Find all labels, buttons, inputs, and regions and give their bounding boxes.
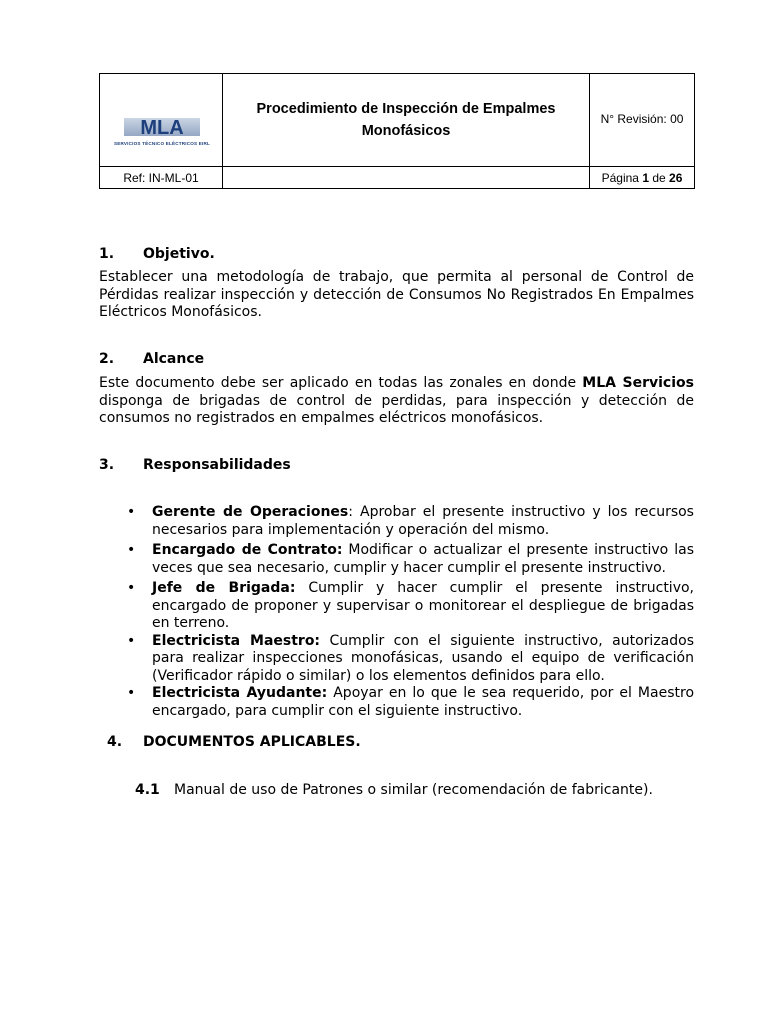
- list-item: • Electricista Maestro: Cumplir con el siguiente instructivo, autorizados para realizar inspecciones monofásicas, usando el equipo de verificación (Verificador rápido o similar) o los elementos definidos para ello.: [127, 632, 694, 684]
- reference-code: Ref: IN-ML-01: [100, 167, 223, 189]
- page-indicator: Página 1 de 26: [590, 167, 695, 189]
- responsibilities-list: [127, 504, 694, 723]
- list-item: • Electricista Ayudante: Apoyar en lo que le sea requerido, por el Maestro encargado, para cumplir con el siguiente instructivo.: [127, 685, 695, 719]
- page-current: 1: [642, 170, 649, 185]
- company-name: MLA Servicios: [582, 375, 694, 391]
- page-total: 26: [669, 170, 683, 185]
- revision-number: N° Revisión: 00: [590, 74, 695, 167]
- section-2-heading: 2. Alcance: [99, 351, 205, 367]
- title-line-1: Procedimiento de Inspección de Empalmes: [256, 101, 556, 117]
- section-1-text: Establecer una metodología de trabajo, que permita al personal de Control de Pérdidas realizar inspección y detección de Consumos No Registrados En Empalmes Eléctricos Monofásicos.: [99, 269, 694, 320]
- empty-cell: [223, 167, 590, 189]
- section-4-1-item: 4.1 Manual de uso de Patrones o similar (recomendación de fabricante).: [135, 782, 653, 798]
- company-logo: [106, 112, 218, 152]
- section-2-text: Este documento debe ser aplicado en todas las zonales en donde MLA Servicios disponga de brigadas de control de perdidas, para inspección y detección de consumos no registrados en empalmes eléctricos monofásicos.: [99, 375, 694, 426]
- section-4-heading: 4. DOCUMENTOS APLICABLES.: [107, 734, 361, 750]
- document-title: [223, 74, 590, 167]
- logo-subtitle: SERVICIOS TÉCNICO ELÉCTRICOS EIRL: [113, 141, 211, 146]
- document-header: [99, 73, 695, 189]
- mla-logo-icon: [122, 112, 202, 140]
- list-item: • Encargado de Contrato: Modificar o actualizar el presente instructivo las veces que sea necesario, cumplir y hacer cumplir el presente instructivo.: [127, 542, 694, 576]
- list-item: • Jefe de Brigada: Cumplir y hacer cumplir el presente instructivo, encargado de proponer y supervisar o monitorear el despliegue de brigadas en terreno.: [127, 580, 694, 631]
- list-item: • Gerente de Operaciones: Aprobar el presente instructivo y los recursos necesarios para implementación y operación del mismo.: [127, 504, 694, 538]
- title-line-2: Monofásicos: [361, 123, 451, 139]
- section-1-heading: 1. Objetivo.: [99, 246, 215, 262]
- section-3-heading: 3. Responsabilidades: [99, 457, 291, 473]
- logo-cell: [100, 74, 223, 167]
- svg-text:MLA: MLA: [140, 117, 184, 139]
